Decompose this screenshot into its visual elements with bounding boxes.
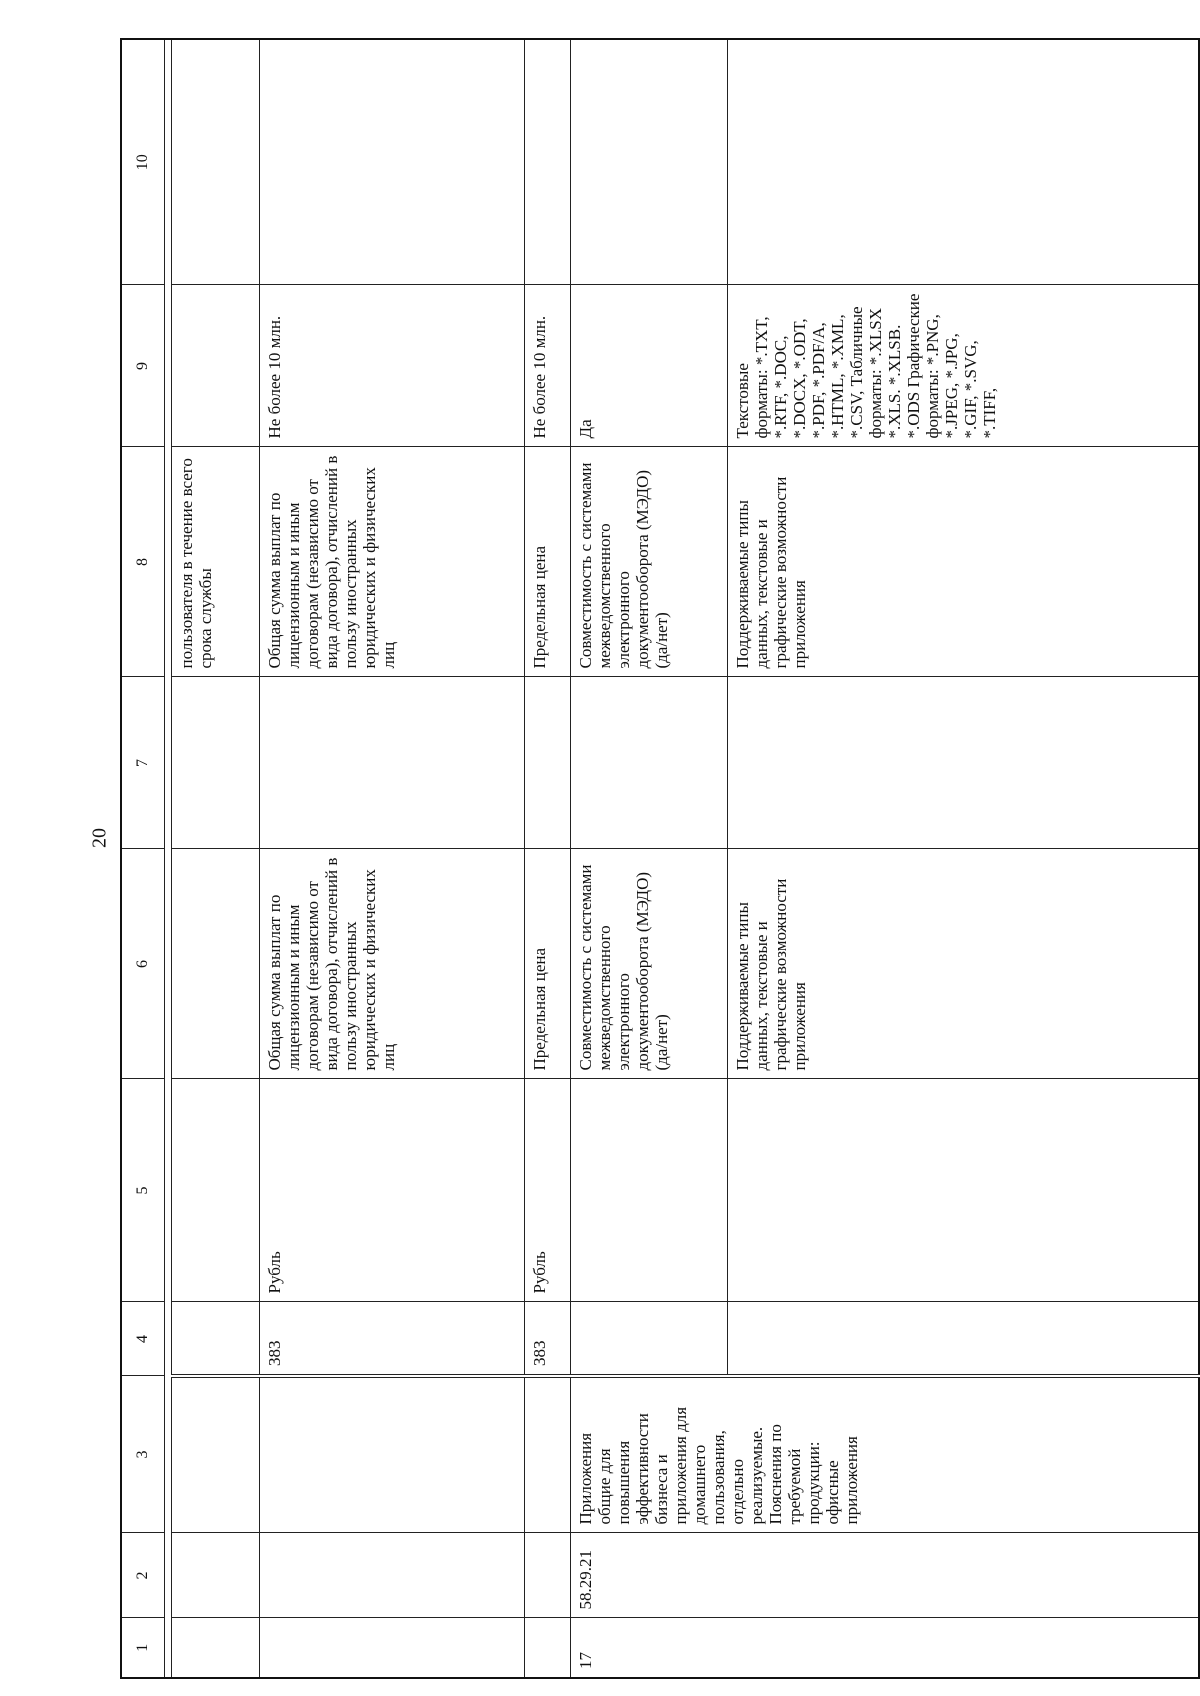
col-number: 1	[121, 1618, 164, 1678]
cell-unit: Рубль	[260, 1079, 525, 1302]
header-divider	[164, 39, 171, 1678]
cell	[728, 1079, 1199, 1302]
cell	[260, 39, 525, 285]
cell	[172, 285, 260, 447]
cell-value: Да	[571, 285, 728, 447]
cell	[525, 1618, 571, 1678]
cell	[571, 677, 728, 849]
cell	[728, 677, 1199, 849]
cell	[525, 677, 571, 849]
cell	[728, 39, 1199, 285]
cell	[172, 1618, 260, 1678]
cell	[525, 1533, 571, 1618]
cell-characteristic: Общая сумма выплат по лицензионным и иным договорам (независимо от вида договора), отчислений в пользу иностранных юридических и физических лиц	[260, 849, 525, 1079]
col-number: 2	[121, 1533, 164, 1618]
cell	[172, 1533, 260, 1618]
page-number	[84, 814, 116, 862]
col-number: 8	[121, 447, 164, 677]
cell-okpd2-code: 58.29.21	[571, 1533, 1199, 1618]
cell	[172, 1376, 260, 1533]
cell: пользователя в течение всего срока службы	[172, 447, 260, 677]
col-number: 10	[121, 39, 164, 285]
cell	[571, 1302, 728, 1376]
cell	[525, 39, 571, 285]
double-rule-gap	[164, 39, 171, 1678]
cell	[525, 1376, 571, 1533]
cell	[172, 849, 260, 1079]
column-number-row	[121, 39, 164, 1678]
cell-characteristic: Поддерживаемые типы данных, текстовые и графические возможности приложения	[728, 447, 1199, 677]
cell	[260, 1533, 525, 1618]
col-number: 9	[121, 285, 164, 447]
cell	[172, 677, 260, 849]
col-number: 3	[121, 1376, 164, 1533]
cell-characteristic: Общая сумма выплат по лицензионным и иным договорам (независимо от вида договора), отчислений в пользу иностранных юридических и физических лиц	[260, 447, 525, 677]
col-number: 4	[121, 1302, 164, 1376]
cell-value: Не более 10 млн.	[525, 285, 571, 447]
cell	[172, 39, 260, 285]
cell-characteristic: Поддерживаемые типы данных, текстовые и графические возможности приложения	[728, 849, 1199, 1079]
cell	[260, 1376, 525, 1533]
cell	[172, 1302, 260, 1376]
col-number: 6	[121, 849, 164, 1079]
cell-characteristic: Предельная цена	[525, 447, 571, 677]
cell-characteristic: Совместимость с системами межведомственного электронного документооборота (МЭДО) (да/нет)	[571, 447, 728, 677]
cell	[571, 1079, 728, 1302]
cell	[172, 1079, 260, 1302]
cell-characteristic: Предельная цена	[525, 849, 571, 1079]
table-row	[571, 39, 728, 1678]
table-rotated-wrapper	[120, 40, 1200, 1679]
cell-value: Текстовые форматы: *.TXT, *.RTF, *.DOC, *.DOCX, *.ODT, *.PDF, *.PDF/A, *.HTML, *.XML, *.CSV, Табличные форматы: *.XLSX *.XLS. *.XLSB. *.ODS Графические форматы: *.PNG, *.JPEG, *.JPG, *.GIF, *.SVG, *.TIFF,	[728, 285, 1199, 447]
cell-okei-code: 383	[260, 1302, 525, 1376]
cell-row-number: 17	[571, 1618, 1199, 1678]
cell-value: Не более 10 млн.	[260, 285, 525, 447]
cell-characteristic: Совместимость с системами межведомственного электронного документооборота (МЭДО) (да/нет)	[571, 849, 728, 1079]
page-number-text: 20	[88, 828, 111, 848]
col-number: 5	[121, 1079, 164, 1302]
requirements-table	[120, 38, 1200, 1679]
table-row	[172, 39, 260, 1678]
cell-okei-code: 383	[525, 1302, 571, 1376]
table-row	[260, 39, 525, 1678]
cell	[571, 39, 728, 285]
cell-product-name: Приложения общие для повышения эффективности бизнеса и приложения для домашнего пользования, отдельно реализуемые. Пояснения по требуемой продукции: офисные приложения	[571, 1376, 1199, 1533]
cell	[260, 677, 525, 849]
table-row	[525, 39, 571, 1678]
col-number: 7	[121, 677, 164, 849]
cell	[260, 1618, 525, 1678]
cell-unit: Рубль	[525, 1079, 571, 1302]
cell	[728, 1302, 1199, 1376]
